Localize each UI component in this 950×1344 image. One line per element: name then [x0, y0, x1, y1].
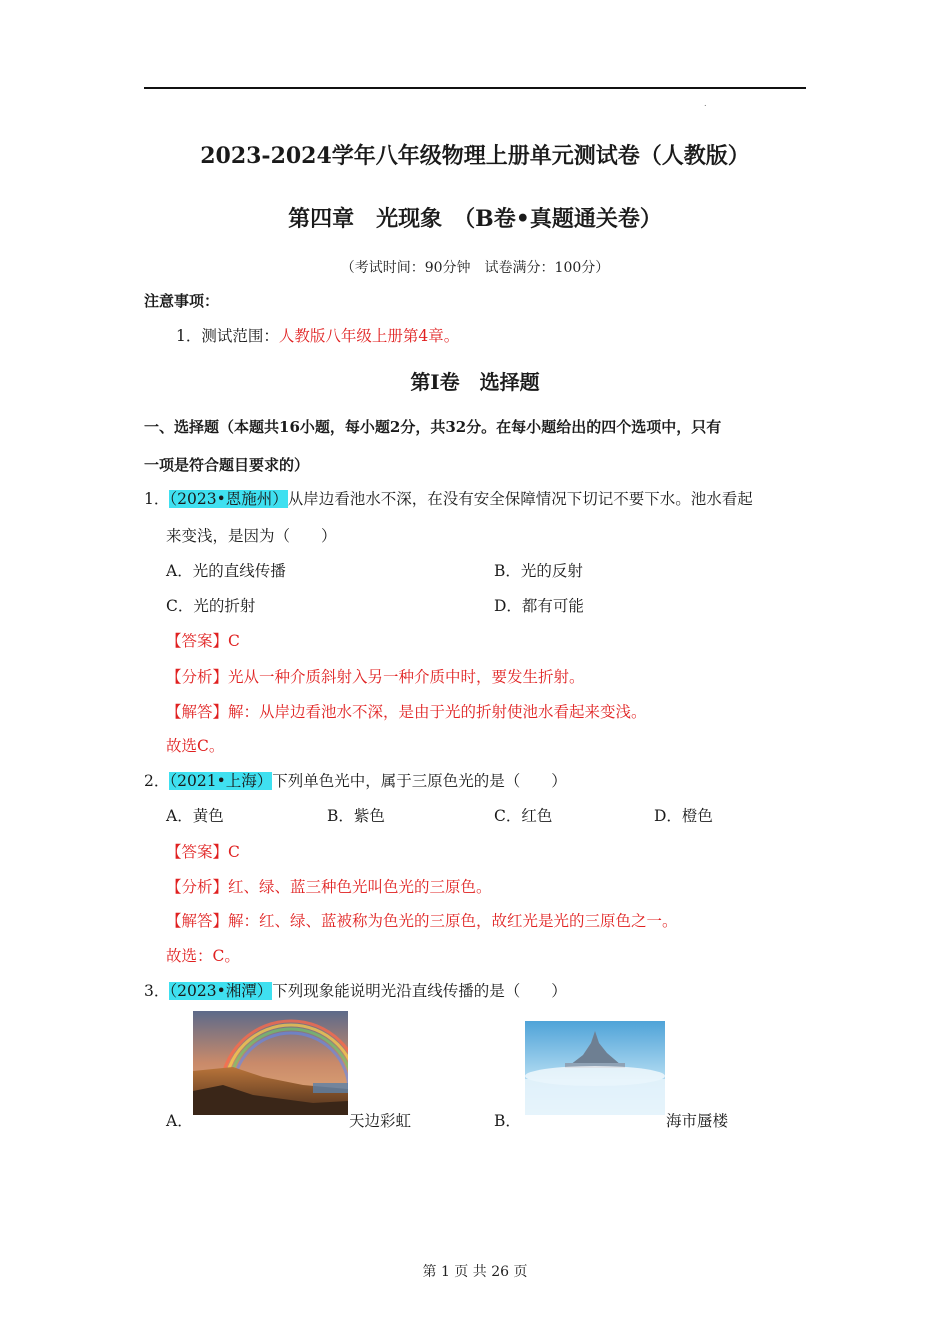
question-1-option-c: C．光的折射 — [166, 597, 256, 615]
question-source-tag: （2023•恩施州） — [169, 490, 288, 508]
notice-heading: 注意事项： — [144, 292, 220, 310]
mirage-photo — [525, 1021, 665, 1115]
notice-item-prefix: 1．测试范围： — [176, 327, 279, 345]
question-source-tag: （2021•上海） — [169, 772, 273, 790]
question-number: 1． — [144, 490, 170, 508]
notice-item — [176, 325, 459, 347]
question-1-solution: 【解答】解：从岸边看池水不深，是由于光的折射使池水看起来变浅。 — [166, 703, 647, 721]
question-3-option-a-letter: A． — [166, 1112, 193, 1130]
header-dot: . — [704, 99, 707, 108]
question-2-answer: 【答案】C — [166, 843, 240, 861]
question-2-analysis: 【分析】红、绿、蓝三种色光叫色光的三原色。 — [166, 878, 492, 896]
question-1-option-d: D．都有可能 — [494, 597, 584, 615]
question-2-option-c: C．红色 — [494, 807, 553, 825]
question-2-option-b: B．紫色 — [327, 807, 385, 825]
question-2-solution: 【解答】解：红、绿、蓝被称为色光的三原色，故红光是光的三原色之一。 — [166, 912, 678, 930]
question-1-analysis: 【分析】光从一种介质斜射入另一种介质中时，要发生折射。 — [166, 668, 585, 686]
question-1-option-a: A．光的直线传播 — [166, 562, 286, 580]
question-stem-text: 下列现象能说明光沿直线传播的是（ ） — [272, 982, 567, 1000]
question-1-stem-line2: 来变浅，是因为（ ） — [166, 527, 337, 545]
question-1-option-b: B．光的反射 — [494, 562, 583, 580]
question-number: 3． — [144, 982, 170, 1000]
page-title: 2023-2024学年八年级物理上册单元测试卷（人教版） — [200, 143, 750, 169]
question-2-option-a: A．黄色 — [166, 807, 224, 825]
section-instructions-line1: 一、选择题（本题共16小题，每小题2分，共32分。在每小题给出的四个选项中，只有 — [144, 418, 722, 436]
question-1-conclusion: 故选C。 — [166, 737, 225, 755]
section-title: 第Ⅰ卷 选择题 — [410, 370, 540, 394]
question-1-stem — [144, 488, 753, 510]
page-footer: 第 1 页 共 26 页 — [422, 1264, 528, 1280]
question-3-option-a-caption: 天边彩虹 — [349, 1112, 412, 1130]
header-rule — [144, 87, 806, 89]
notice-item-scope: 人教版八年级上册第4章。 — [278, 327, 460, 345]
question-2-conclusion: 故选：C。 — [166, 947, 240, 965]
page-subtitle: 第四章 光现象 （B卷•真题通关卷） — [288, 206, 662, 232]
exam-meta: （考试时间：90分钟 试卷满分：100分） — [340, 260, 610, 276]
section-instructions-line2: 一项是符合题目要求的） — [144, 456, 310, 474]
question-3-option-b-caption: 海市蜃楼 — [666, 1112, 729, 1130]
question-3-stem — [144, 980, 567, 1002]
question-number: 2． — [144, 772, 170, 790]
question-stem-text: 下列单色光中，属于三原色光的是（ ） — [272, 772, 567, 790]
question-stem-text: 从岸边看池水不深，在没有安全保障情况下切记不要下水。池水看起 — [287, 490, 753, 508]
question-source-tag: （2023•湘潭） — [169, 982, 273, 1000]
question-1-answer: 【答案】C — [166, 632, 240, 650]
question-3-option-b-letter: B． — [494, 1112, 521, 1130]
rainbow-photo — [193, 1011, 348, 1115]
question-2-stem — [144, 770, 567, 792]
question-2-option-d: D．橙色 — [654, 807, 713, 825]
